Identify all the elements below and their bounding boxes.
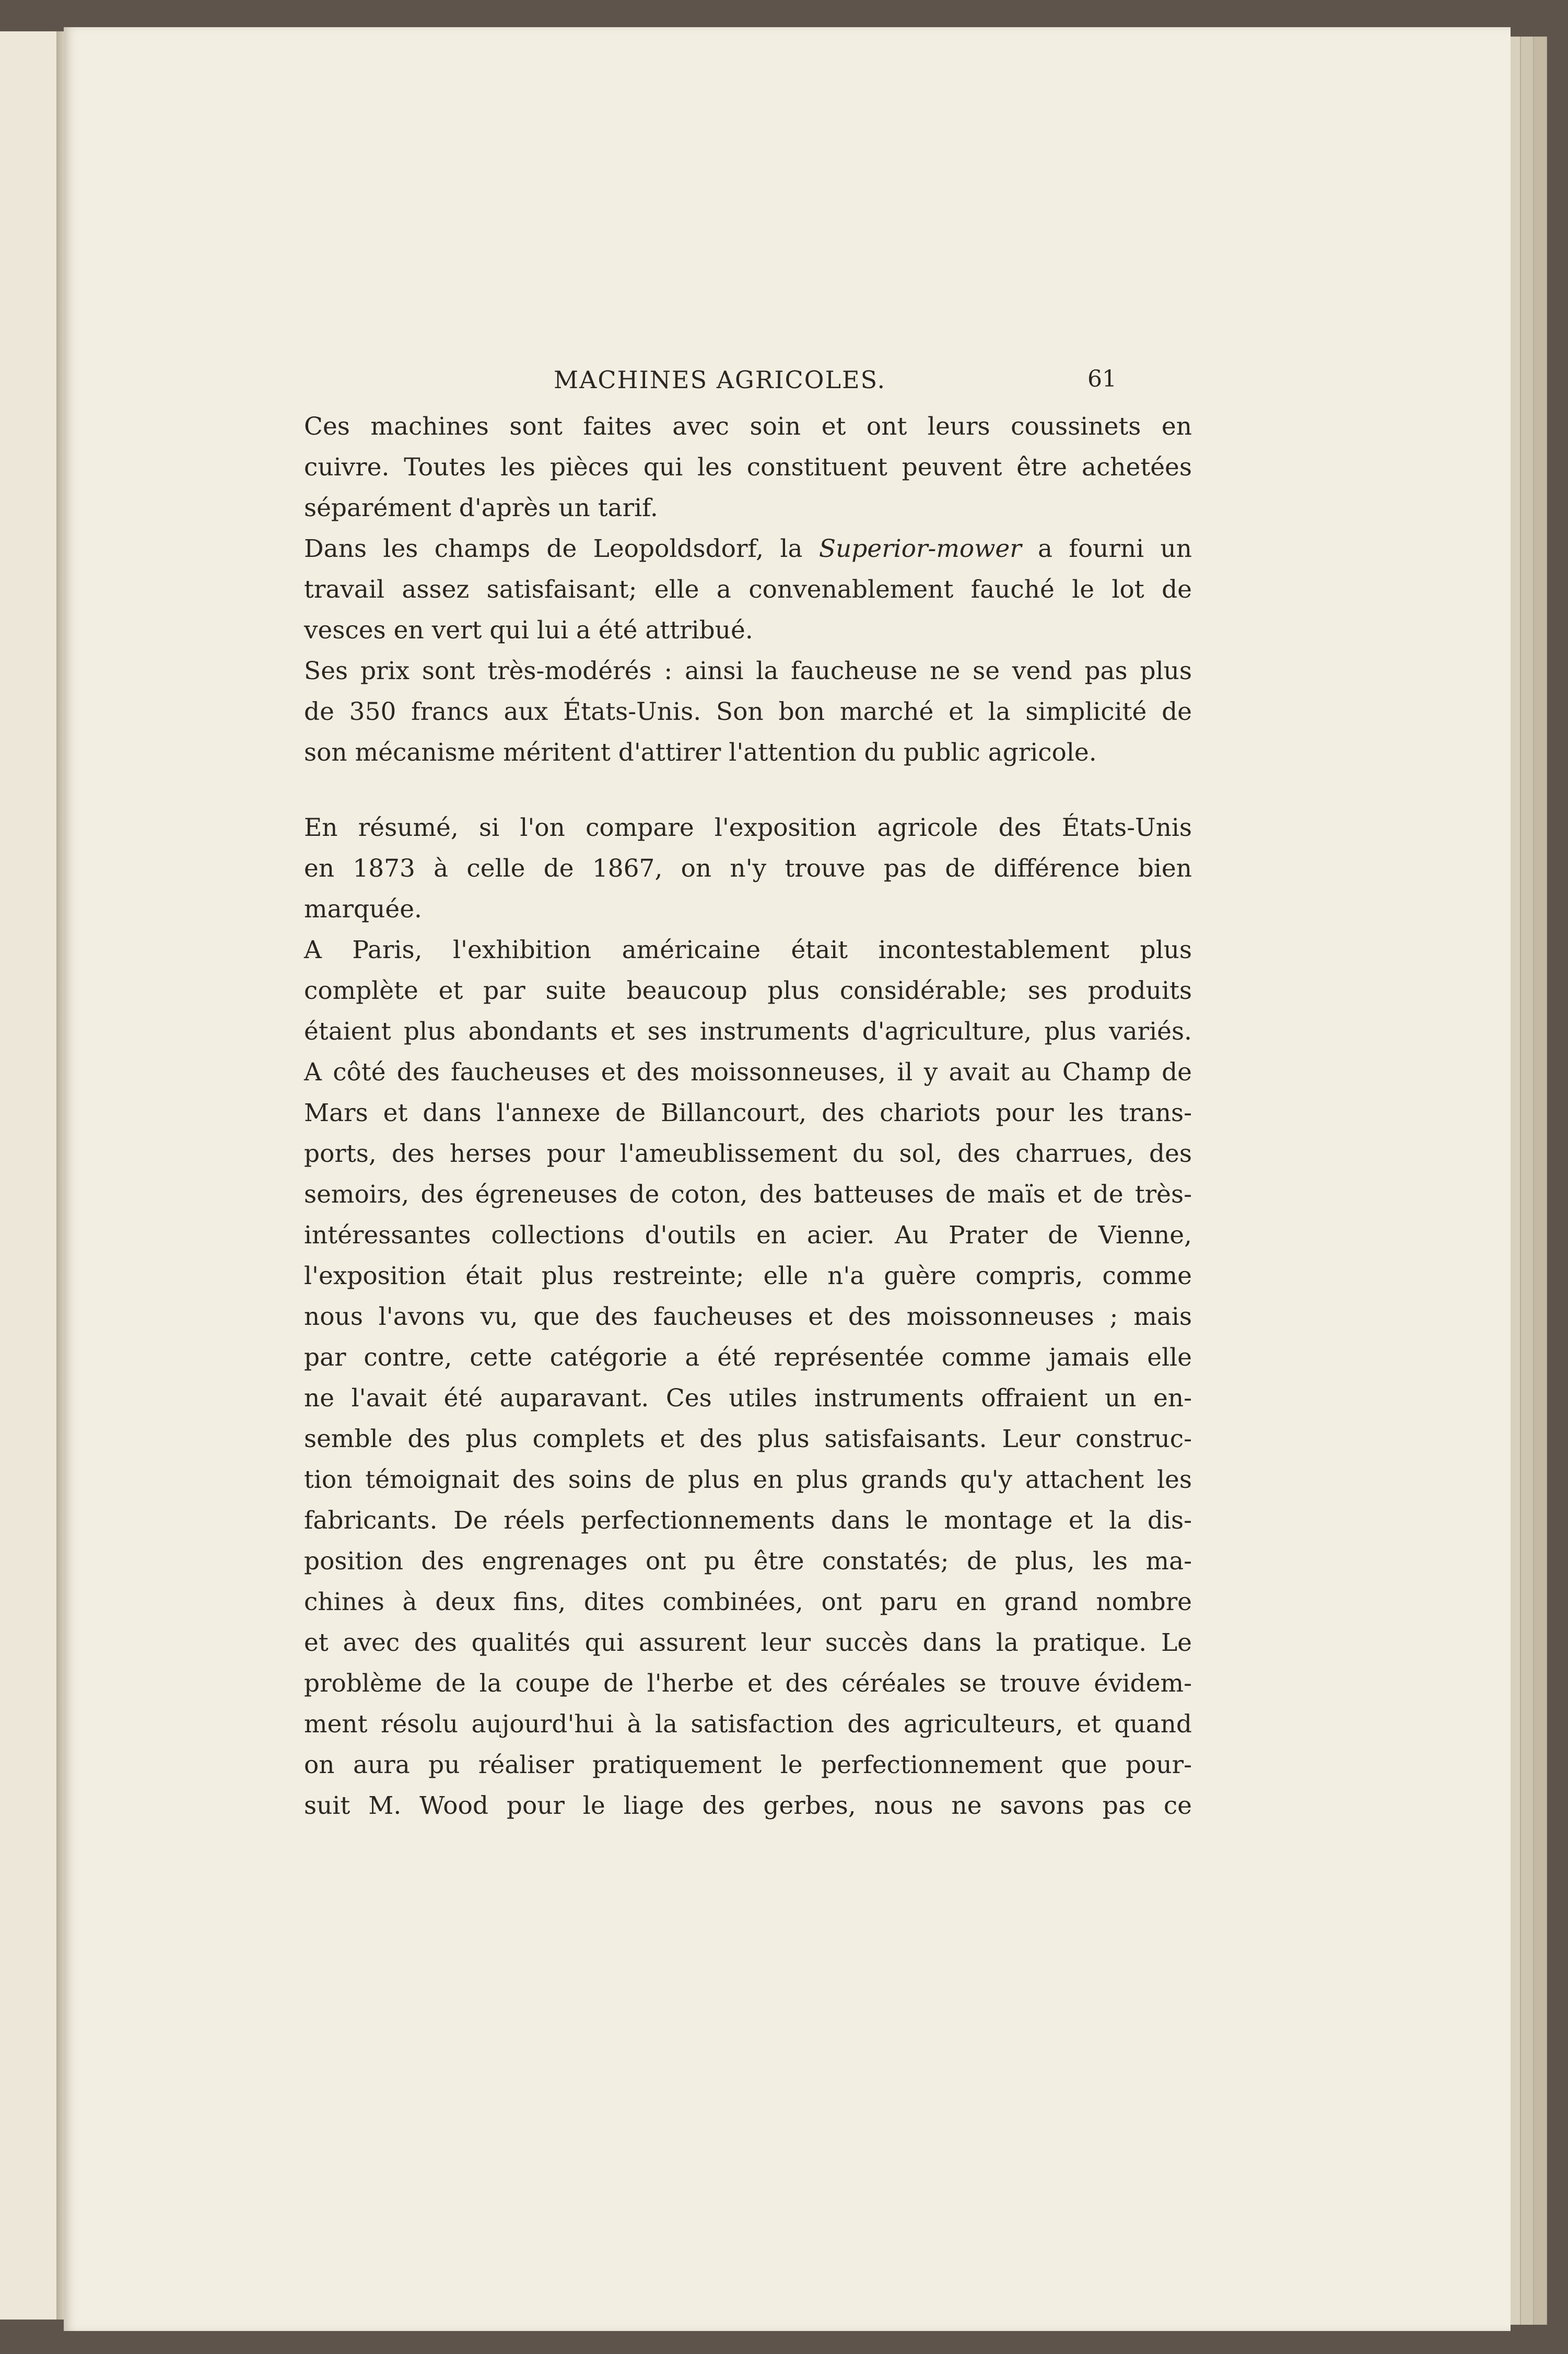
text-line: tion témoignait des soins de plus en plus grands qu'y attachent les <box>304 1465 1192 1494</box>
facing-page-edge <box>0 31 58 2320</box>
page-number: 61 <box>1087 366 1117 392</box>
section-break <box>304 773 1192 808</box>
text-line: suit M. Wood pour le liage des gerbes, nous ne savons pas ce <box>304 1791 1192 1820</box>
running-head: MACHINES AGRICOLES. <box>554 366 886 394</box>
text-line: ne l'avait été auparavant. Ces utiles instruments offraient un en- <box>304 1384 1192 1413</box>
text-line: Dans les champs de Leopoldsdorf, la Superior-mower a fourni un <box>304 534 1192 563</box>
text-line: son mécanisme méritent d'attirer l'attention du public agricole. <box>304 738 1097 767</box>
text-line: Mars et dans l'annexe de Billancourt, des chariots pour les trans- <box>304 1099 1192 1127</box>
text-line: travail assez satisfaisant; elle a convenablement fauché le lot de <box>304 575 1192 604</box>
text-line: de 350 francs aux États-Unis. Son bon marché et la simplicité de <box>304 697 1192 726</box>
text-line: marquée. <box>304 895 422 924</box>
text-line: et avec des qualités qui assurent leur succès dans la pratique. Le <box>304 1628 1192 1657</box>
text-line: ports, des herses pour l'ameublissement du sol, des charrues, des <box>304 1139 1192 1168</box>
text-line: A Paris, l'exhibition américaine était incontestablement plus <box>304 936 1192 964</box>
italic-term: Superior-mower <box>818 534 1022 563</box>
book-page <box>64 27 1511 2331</box>
text-line: position des engrenages ont pu être constatés; de plus, les ma- <box>304 1547 1192 1576</box>
text-line: semble des plus complets et des plus satisfaisants. Leur construc- <box>304 1425 1192 1453</box>
text-line: complète et par suite beaucoup plus considérable; ses produits <box>304 976 1192 1005</box>
text-line: intéressantes collections d'outils en acier. Au Prater de Vienne, <box>304 1221 1192 1250</box>
text-line: par contre, cette catégorie a été représentée comme jamais elle <box>304 1343 1192 1372</box>
text-line: en 1873 à celle de 1867, on n'y trouve pas de différence bien <box>304 854 1192 883</box>
text-line: En résumé, si l'on compare l'exposition agricole des États-Unis <box>304 813 1192 842</box>
text-line: étaient plus abondants et ses instruments d'agriculture, plus variés. <box>304 1017 1192 1046</box>
text-line: chines à deux fins, dites combinées, ont paru en grand nombre <box>304 1588 1192 1616</box>
text-line: séparément d'après un tarif. <box>304 494 658 522</box>
text-line: vesces en vert qui lui a été attribué. <box>304 616 753 645</box>
body-text <box>304 406 1192 1826</box>
text-line: problème de la coupe de l'herbe et des céréales se trouve évidem- <box>304 1669 1192 1698</box>
text-line: l'exposition était plus restreinte; elle n'a guère compris, comme <box>304 1262 1192 1290</box>
text-line: A côté des faucheuses et des moissonneuses, il y avait au Champ de <box>304 1058 1192 1087</box>
text-line: semoirs, des égreneuses de coton, des batteuses de maïs et de très- <box>304 1180 1192 1209</box>
text-line: Ses prix sont très-modérés : ainsi la faucheuse ne se vend pas plus <box>304 657 1192 685</box>
text-line: ment résolu aujourd'hui à la satisfaction des agriculteurs, et quand <box>304 1710 1192 1739</box>
text-line: fabricants. De réels perfectionnements dans le montage et la dis- <box>304 1506 1192 1535</box>
text-line: cuivre. Toutes les pièces qui les constituent peuvent être achetées <box>304 453 1192 482</box>
text-line: on aura pu réaliser pratiquement le perfectionnement que pour- <box>304 1751 1192 1779</box>
text-line: Ces machines sont faites avec soin et ont leurs coussinets en <box>304 412 1192 441</box>
text-line: nous l'avons vu, que des faucheuses et des moissonneuses ; mais <box>304 1302 1192 1331</box>
